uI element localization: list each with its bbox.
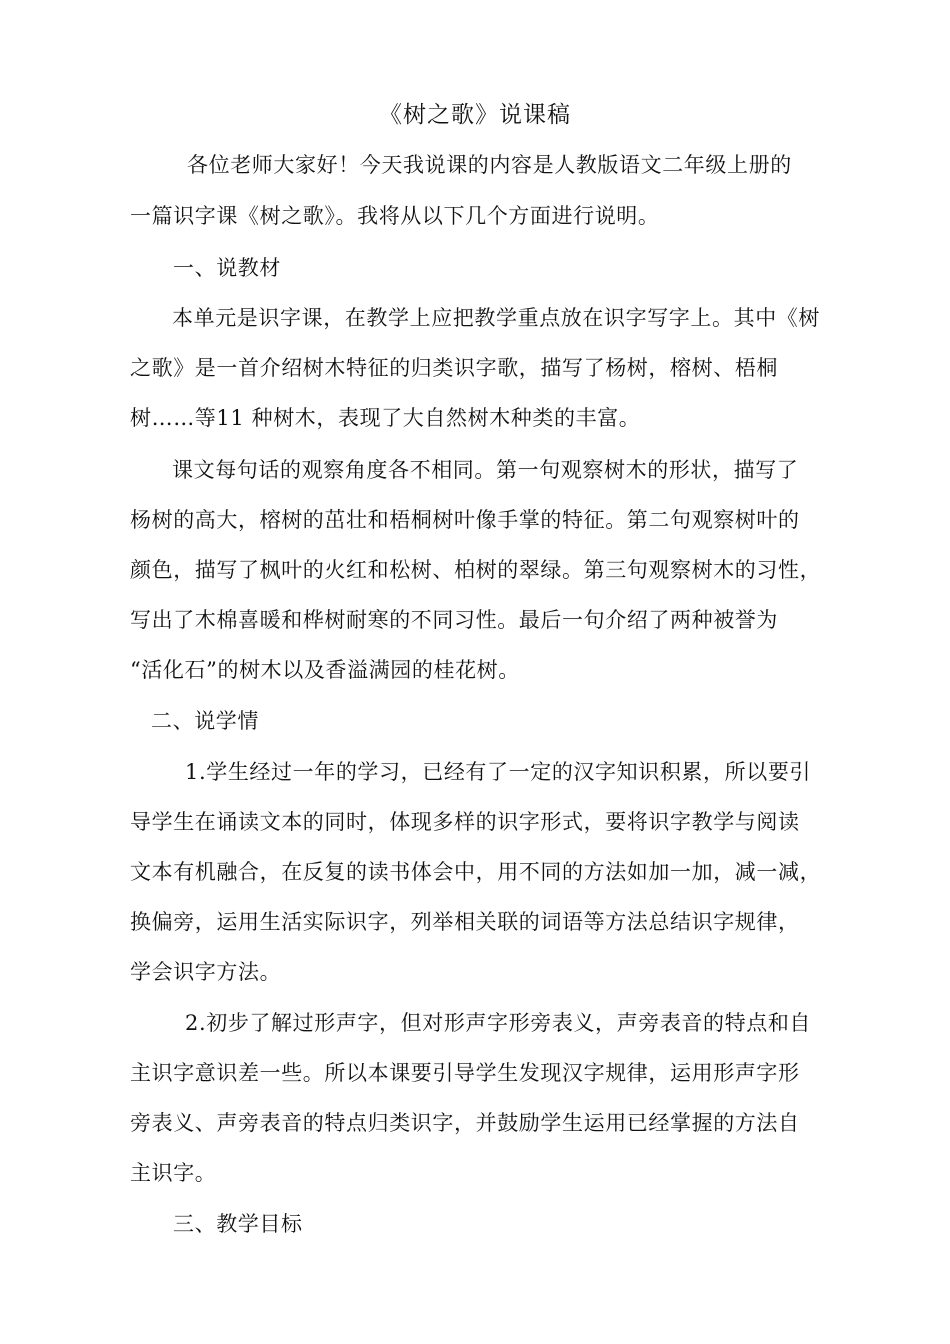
paragraph-line: “活化石”的树木以及香溢满园的桂花树。 bbox=[130, 658, 520, 682]
paragraph-line: 文本有机融合，在反复的读书体会中，用不同的方法如加一加，减一减， bbox=[130, 860, 822, 884]
paragraph-line: 颜色，描写了枫叶的火红和松树、柏树的翠绿。第三句观察树木的习性， bbox=[130, 558, 822, 582]
paragraph-line: 主识字意识差一些。所以本课要引导学生发现汉字规律，运用形声字形 bbox=[130, 1061, 800, 1085]
paragraph-line: 各位老师大家好！今天我说课的内容是人教版语文二年级上册的 bbox=[187, 153, 792, 177]
paragraph-line: 2.初步了解过形声字，但对形声字形旁表义，声旁表音的特点和自 bbox=[185, 1011, 812, 1035]
paragraph-line: 杨树的高大，榕树的茁壮和梧桐树叶像手掌的特征。第二句观察树叶的 bbox=[130, 508, 800, 532]
paragraph-line: 课文每句话的观察角度各不相同。第一句观察树木的形状，描写了 bbox=[172, 458, 799, 482]
section-heading: 三、教学目标 bbox=[173, 1212, 303, 1236]
paragraph-line: 本单元是识字课，在教学上应把教学重点放在识字写字上。其中《树 bbox=[172, 306, 820, 330]
paragraph-line: 写出了木棉喜暖和桦树耐寒的不同习性。最后一句介绍了两种被誉为 bbox=[130, 608, 778, 632]
section-heading: 一、说教材 bbox=[173, 256, 281, 280]
paragraph-line: 旁表义、声旁表音的特点归类识字，并鼓励学生运用已经掌握的方法自 bbox=[130, 1111, 800, 1135]
paragraph-line: 之歌》是一首介绍树木特征的归类识字歌，描写了杨树，榕树、梧桐 bbox=[130, 356, 778, 380]
section-heading: 二、说学情 bbox=[151, 709, 259, 733]
paragraph-line: 学会识字方法。 bbox=[130, 960, 282, 984]
paragraph-line: 树……等11 种树木，表现了大自然树木种类的丰富。 bbox=[130, 406, 641, 430]
paragraph-line: 1.学生经过一年的学习，已经有了一定的汉字知识积累，所以要引 bbox=[185, 760, 812, 784]
paragraph-line: 一篇识字课《树之歌》。我将从以下几个方面进行说明。 bbox=[130, 204, 660, 228]
paragraph-line: 主识字。 bbox=[130, 1161, 217, 1185]
paragraph-line: 导学生在诵读文本的同时，体现多样的识字形式，要将识字教学与阅读 bbox=[130, 810, 800, 834]
paragraph-line: 换偏旁，运用生活实际识字，列举相关联的词语等方法总结识字规律， bbox=[130, 910, 800, 934]
document-title: 《树之歌》说课稿 bbox=[379, 102, 571, 128]
